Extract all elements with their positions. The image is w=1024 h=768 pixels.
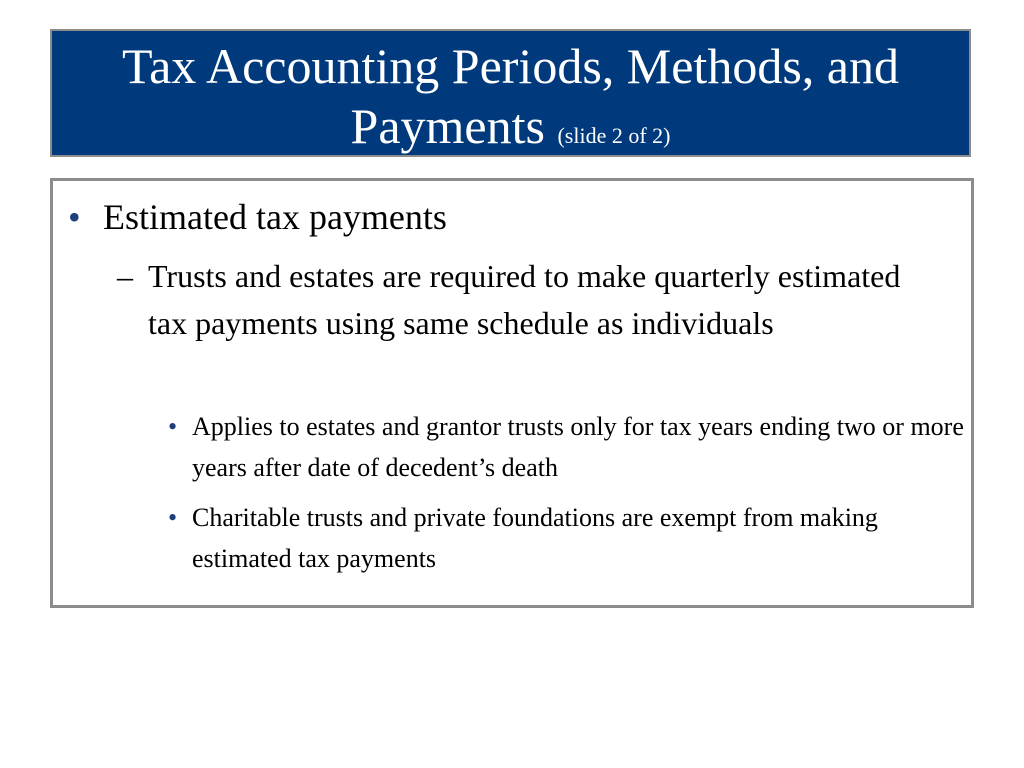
content-box [50,178,974,608]
sub-sub-bullet-item [168,497,968,579]
sub-sub-bullet-item [168,406,968,488]
bullet-marker: • [68,197,81,237]
bullet-marker: • [168,412,178,441]
slide-title-line-1: Tax Accounting Periods, Methods, and [122,38,899,94]
sub-sub-bullet-text: Applies to estates and grantor trusts only for tax years ending two or more years after date of decedent’s death [192,412,964,482]
slide-title-subtitle: (slide 2 of 2) [557,123,671,148]
sub-bullet-text: Trusts and estates are required to make quarterly estimated tax payments using same schedule as individuals [148,258,901,341]
sub-sub-bullet-text: Charitable trusts and private foundations are exempt from making estimated tax payments [192,503,878,573]
slide-title-main: Payments [350,98,545,154]
dash-marker: – [117,258,133,294]
title-banner [50,29,971,157]
slide-title-line-2 [52,97,969,165]
bullet-marker: • [168,503,178,532]
bullet-item [68,195,447,239]
bullet-text: Estimated tax payments [103,197,447,237]
sub-bullet-item [117,253,927,347]
